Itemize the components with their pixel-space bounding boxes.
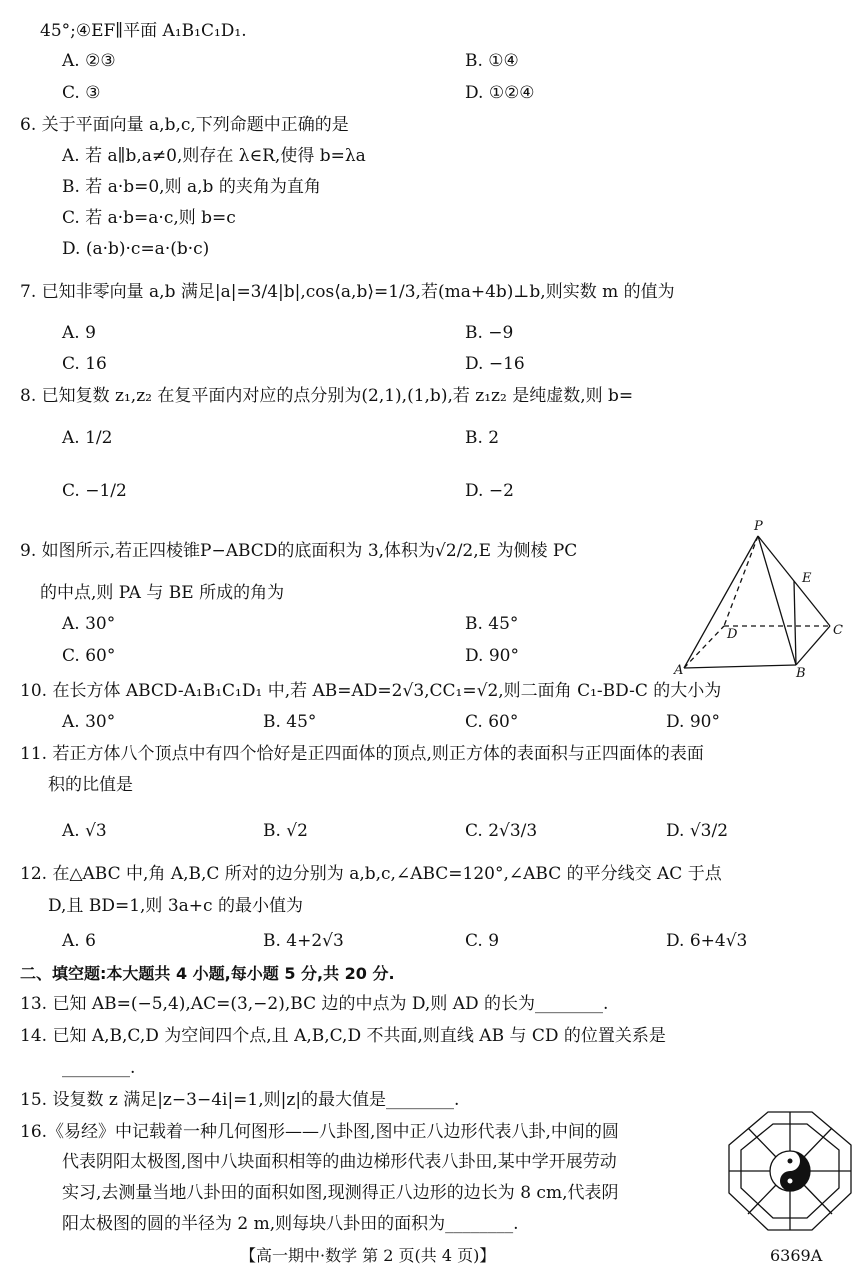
text-line: D,且 BD=1,则 3a+c 的最小值为: [48, 896, 303, 916]
text-line: 【高一期中·数学 第 2 页(共 4 页)】: [240, 1246, 496, 1265]
text-line: B. −9: [465, 323, 514, 343]
text-line: B. √2: [263, 821, 308, 841]
text-line: 代表阴阳太极图,图中八块面积相等的曲边梯形代表八卦田,某中学开展劳动: [62, 1152, 617, 1172]
text-line: B. ①④: [465, 51, 519, 71]
text-line: D. −16: [465, 354, 525, 374]
text-line: A. 若 a∥b,a≠0,则存在 λ∈R,使得 b=λa: [62, 146, 366, 166]
bagua-figure: [725, 1110, 855, 1232]
text-line: D. 90°: [666, 712, 720, 732]
text-line: A. √3: [62, 821, 107, 841]
text-line: D. −2: [465, 481, 514, 501]
text-line: 10. 在长方体 ABCD-A₁B₁C₁D₁ 中,若 AB=AD=2√3,CC₁=√2,则二面角 C₁-BD-C 的大小为: [20, 681, 722, 701]
text-line: D. (a·b)·c=a·(b·c): [62, 239, 210, 259]
text-line: 积的比值是: [48, 775, 133, 795]
text-line: C. 2√3/3: [465, 821, 538, 841]
text-line: 9. 如图所示,若正四棱锥P−ABCD的底面积为 3,体积为√2/2,E 为侧棱 PC: [20, 541, 578, 561]
text-line: D. ①②④: [465, 83, 535, 103]
text-line: 45°;④EF∥平面 A₁B₁C₁D₁.: [40, 21, 247, 41]
text-line: A. 1/2: [62, 428, 113, 448]
text-line: 11. 若正方体八个顶点中有四个恰好是正四面体的顶点,则正方体的表面积与正四面体的表面: [20, 744, 704, 764]
label-P: P: [754, 519, 763, 534]
text-line: D. 6+4√3: [666, 931, 748, 951]
text-line: A. 9: [62, 323, 96, 343]
text-line: C. ③: [62, 83, 101, 103]
text-line: 的中点,则 PA 与 BE 所成的角为: [40, 583, 285, 603]
text-line: B. 4+2√3: [263, 931, 344, 951]
text-line: B. 2: [465, 428, 500, 448]
text-line: B. 若 a·b=0,则 a,b 的夹角为直角: [62, 177, 321, 197]
label-D: D: [727, 627, 738, 642]
text-line: C. −1/2: [62, 481, 127, 501]
pyramid-figure: [672, 518, 852, 678]
label-B: B: [796, 666, 806, 678]
text-line: 13. 已知 AB=(−5,4),AC=(3,−2),BC 边的中点为 D,则 AD 的长为________.: [20, 994, 609, 1014]
text-line: C. 16: [62, 354, 107, 374]
text-line: D. √3/2: [666, 821, 729, 841]
text-line: A. 30°: [62, 712, 116, 732]
label-C: C: [833, 623, 843, 638]
text-line: D. 90°: [465, 646, 519, 666]
label-E: E: [802, 571, 812, 586]
text-line: A. ②③: [62, 51, 116, 71]
label-A: A: [674, 663, 684, 678]
text-line: 12. 在△ABC 中,角 A,B,C 所对的边分别为 a,b,c,∠ABC=120°,∠ABC 的平分线交 AC 于点: [20, 864, 722, 884]
text-line: B. 45°: [465, 614, 519, 634]
text-line: A. 30°: [62, 614, 116, 634]
text-line: C. 60°: [465, 712, 519, 732]
text-line: 6. 关于平面向量 a,b,c,下列命题中正确的是: [20, 115, 349, 135]
text-line: C. 9: [465, 931, 500, 951]
text-line: 7. 已知非零向量 a,b 满足|a|=3/4|b|,cos⟨a,b⟩=1/3,若(ma+4b)⊥b,则实数 m 的值为: [20, 282, 675, 302]
text-line: ________.: [62, 1058, 136, 1078]
text-line: 二、填空题:本大题共 4 小题,每小题 5 分,共 20 分.: [20, 964, 395, 983]
text-line: A. 6: [62, 931, 96, 951]
text-line: C. 若 a·b=a·c,则 b=c: [62, 208, 236, 228]
text-line: 16.《易经》中记载着一种几何图形——八卦图,图中正八边形代表八卦,中间的圆: [20, 1122, 619, 1142]
text-line: 实习,去测量当地八卦田的面积如图,现测得正八边形的边长为 8 cm,代表阴: [62, 1183, 619, 1203]
text-line: 14. 已知 A,B,C,D 为空间四个点,且 A,B,C,D 不共面,则直线 AB 与 CD 的位置关系是: [20, 1026, 666, 1046]
text-line: C. 60°: [62, 646, 116, 666]
text-line: 阳太极图的圆的半径为 2 m,则每块八卦田的面积为________.: [62, 1214, 519, 1234]
text-line: 15. 设复数 z 满足|z−3−4i|=1,则|z|的最大值是________.: [20, 1090, 460, 1110]
text-line: 6369A: [770, 1246, 823, 1265]
text-line: B. 45°: [263, 712, 317, 732]
text-line: 8. 已知复数 z₁,z₂ 在复平面内对应的点分别为(2,1),(1,b),若 z₁z₂ 是纯虚数,则 b=: [20, 386, 634, 406]
